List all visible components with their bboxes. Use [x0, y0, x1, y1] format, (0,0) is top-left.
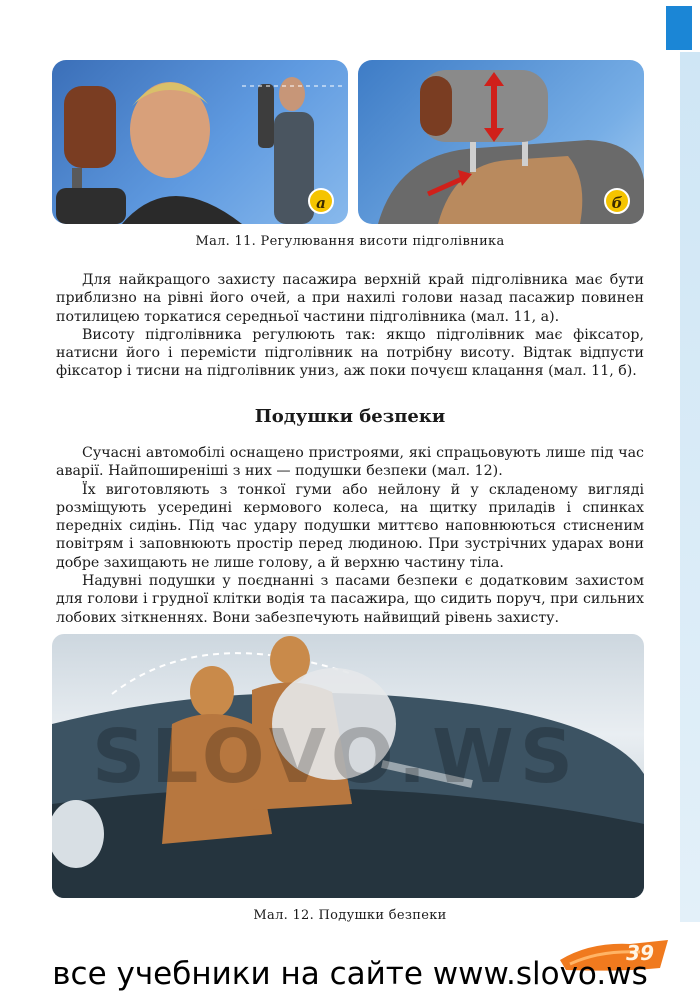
- seat-back: [56, 188, 126, 224]
- paragraph: Сучасні автомобілі оснащено пристроями, які спрацьовують лише під час аварії. Найпоширеніші з них — подушки безпеки (мал. 12).: [56, 445, 644, 480]
- passenger-shirt: [122, 196, 242, 224]
- rear-headrest: [258, 84, 274, 148]
- page-number: 39: [626, 941, 654, 965]
- paragraph: Для найкращого захисту пасажира верхній край підголівника має бути приблизно на рівні його очей, а при нахилі голови назад пасажир повинен потилицею торкатися середньої частини підголівника (мал. 11, а).: [56, 272, 644, 325]
- intro-text: [56, 271, 644, 381]
- headrest-photo-a: [52, 60, 348, 224]
- page-marker-tab: [666, 6, 692, 50]
- headrest-photo-b: [358, 60, 644, 224]
- rear-passenger-head: [279, 77, 305, 111]
- image-watermark: SLOVO.WS: [92, 714, 580, 800]
- rear-passenger-body: [274, 112, 314, 224]
- headrest-side: [420, 76, 452, 136]
- figure-12-caption: Мал. 12. Подушки безпеки: [253, 908, 447, 923]
- paragraph: Надувні подушки у поєднанні з пасами безпеки є додатковим захистом для голови і грудної клітки водія та пасажира, що сидить поруч, при сильних лобових зіткненнях. Вони забезпечують найвищий рівень захисту.: [56, 573, 644, 626]
- airbag-car-photo: [52, 634, 644, 898]
- figure-11-caption: Мал. 11. Регулювання висоти підголівника: [195, 234, 505, 249]
- headrest-illustration-b: [358, 60, 644, 224]
- section-title: Подушки безпеки: [254, 406, 446, 427]
- headrest-illustration-a: [52, 60, 348, 224]
- footer-banner: все учебники на сайте www.slovo.ws: [52, 956, 648, 992]
- page-side-stripe: [680, 52, 700, 922]
- airbag-text: [56, 444, 644, 627]
- paragraph: Їх виготовляють з тонкої гуми або нейлону й у складеному вигляді розміщують усередині кермового колеса, на щитку приладів і спинках передніх сидінь. Під час удару подушки миттєво наповнюються стисненим повітрям і заповнюють простір перед людиною. При зустрічних ударах вони добре захищають не лише голову, а й верхню частину тіла.: [56, 481, 644, 571]
- figure-label-b: б: [604, 188, 630, 214]
- figure-label-a: а: [308, 188, 334, 214]
- paragraph: Висоту підголівника регулюють так: якщо підголівник має фіксатор, натисни його і перемісти підголівник на потрібну висоту. Відтак відпусти фіксатор і тисни на підголівник униз, аж поки почуєш клацання (мал. 11, б).: [56, 326, 644, 380]
- headrest-shape: [64, 86, 116, 168]
- driver-dummy-head: [190, 666, 234, 718]
